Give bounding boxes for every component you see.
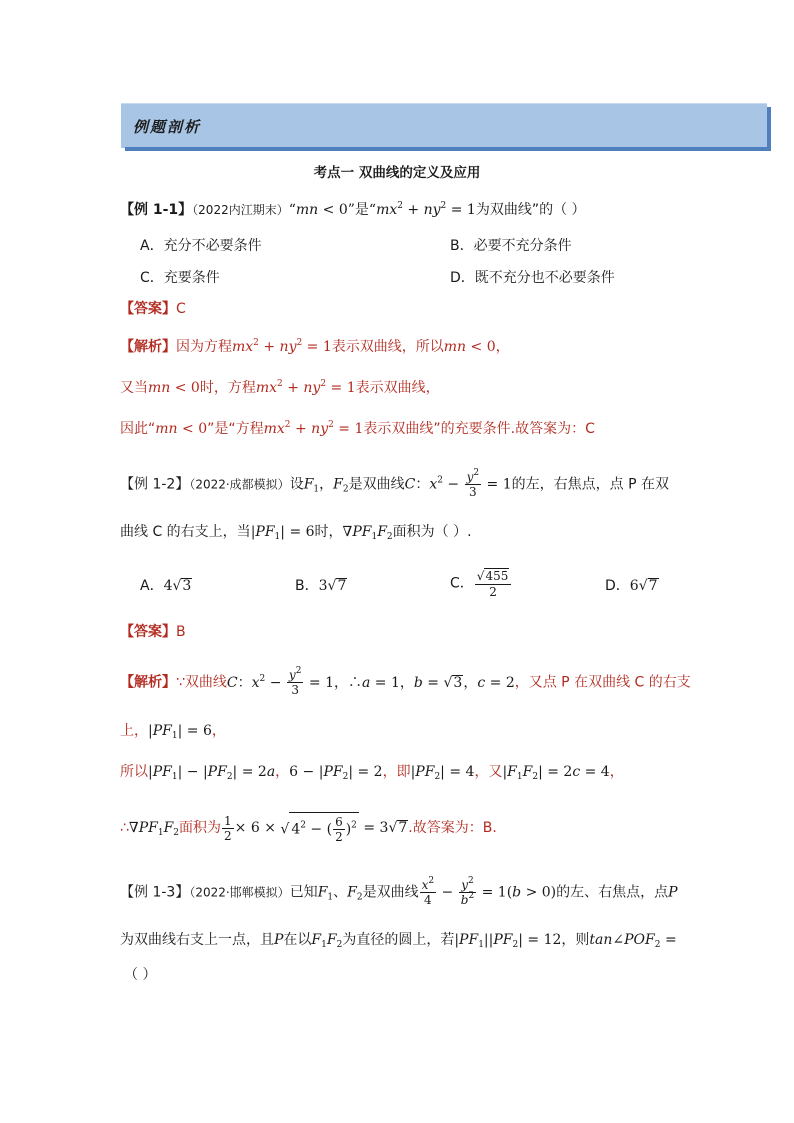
q1-tag: 【例 1-1】 (120, 202, 193, 218)
q1-analysis-line1: 【解析】因为方程$mx^2 + ny^2 = 1$表示双曲线，所以mn < 0， (120, 338, 510, 355)
q2-stem-line1: 【例 1-2】（2022·成都模拟）设$F_1$，$F_2$是双曲线C：$x^2$ − $\frac{y^2}{3}$ = 1的左，右焦点，点 P 在双 (120, 468, 669, 499)
q2-option-a: A．4√3 (140, 578, 192, 594)
q1-option-b: B．必要不充分条件 (450, 238, 572, 254)
banner-fill (121, 103, 767, 148)
q1-option-c: C．充要条件 (140, 270, 220, 286)
math-expr: mn (295, 202, 319, 218)
q2-source: （2022·成都模拟） (189, 477, 290, 492)
q1-answer: 【答案】C (120, 301, 186, 317)
q1-stem: 【例 1-1】（2022内江期末）“mn < 0”是“$mx^2 + ny^2 = 1$为双曲线”的（ ） (120, 201, 586, 218)
banner-shadow (767, 107, 771, 151)
q2-analysis-line4: $\therefore\nabla PF_1F_2$面积为 $\frac{1}{2}$ × 6 × √ $4^2$ − ( $\frac{6}{2}$ )$^2$ = 3√7.故答案为：B. (120, 813, 497, 844)
q1-option-d: D．既不充分也不必要条件 (450, 270, 615, 286)
q3-stem-line1: 【例 1-3】（2022·邯郸模拟）已知$F_1$、$F_2$是双曲线 $\frac{x^2}{4}$ − $\frac{y^2}{b^2}$ = 1(b > 0)的左、右焦点，点P (120, 876, 678, 907)
banner-shadow (125, 147, 771, 151)
q1-analysis-line2: 又当mn < 0时，方程$mx^2 + ny^2 = 1$表示双曲线， (120, 379, 440, 396)
section-title: 考点一 双曲线的定义及应用 (313, 165, 481, 181)
q2-analysis-line1: 【解析】∵双曲线C：$x^2$ − $\frac{y^2}{3}$ = 1，∴a = 1，b = √3，c = 2，又点 P 在双曲线 C 的右支 (120, 666, 691, 697)
q2-answer: 【答案】B (120, 624, 186, 640)
q1-source: （2022内江期末） (192, 203, 289, 217)
banner-title: 例题剖析 (133, 118, 202, 136)
q1-analysis-line3: 因此“mn < 0”是“方程$mx^2 + ny^2 = 1$表示双曲线”的充要条件.故答案为：C (120, 420, 595, 437)
q3-source: （2022·邯郸模拟） (189, 885, 290, 900)
example-banner (121, 103, 771, 151)
q2-option-d: D．6√7 (605, 578, 658, 594)
q2-stem-line2: 曲线 C 的右支上，当$|PF_1| = 6$时，$\nabla PF_1F_2$面积为（ ）. (120, 524, 472, 542)
q2-analysis-line2: 上，$|PF_1| = 6$， (120, 723, 226, 741)
q1-option-a: A．充分不必要条件 (140, 238, 262, 254)
q2-option-b: B．3√7 (295, 578, 347, 594)
q3-stem-line2: 为双曲线右支上一点，且P在以$F_1F_2$为直径的圆上，若$|PF_1||PF_2| = 12$，则$\tan\angle POF_2$ = (120, 932, 677, 950)
q2-analysis-line3: 所以$|PF_1| - |PF_2| = 2a$，$6 - |PF_2| = 2$，即$|PF_2| = 4$，又$|F_1F_2| = 2c = 4$， (120, 764, 624, 782)
q3-stem-line3: （ ） (124, 967, 157, 983)
q2-option-c: C． $\frac{√455}{2}$ (450, 568, 512, 599)
